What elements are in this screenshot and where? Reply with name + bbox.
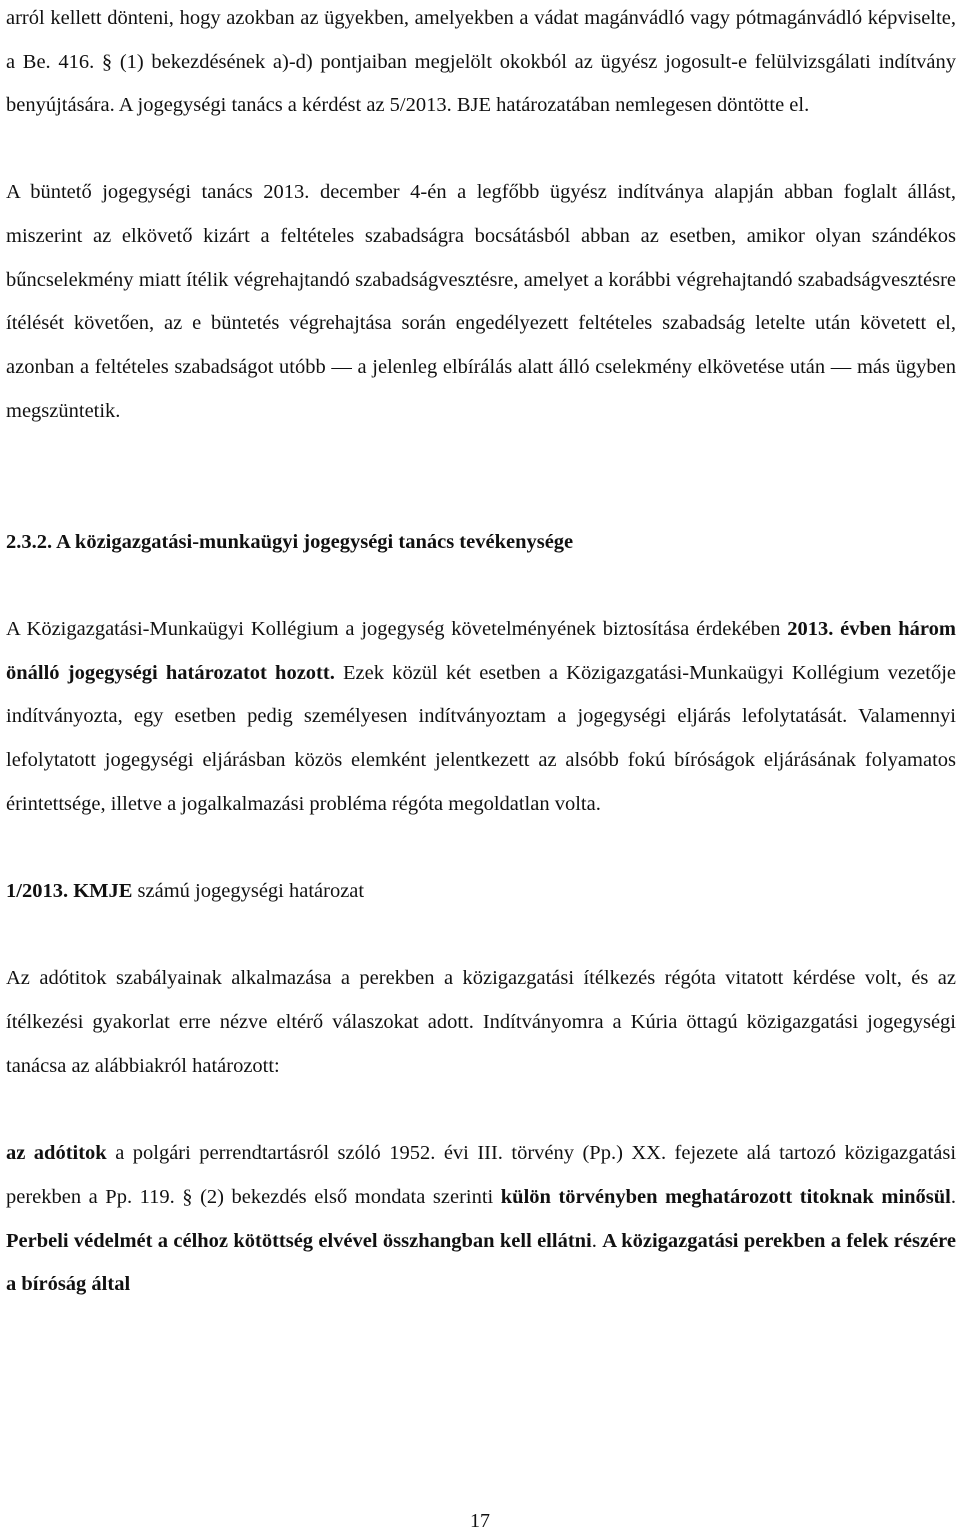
decision-bold-2: külön törvényben meghatározott titoknak minősül bbox=[500, 1186, 951, 1209]
document-page bbox=[6, 0, 956, 1307]
decision-text-3: . bbox=[591, 1229, 597, 1252]
paragraph-criminal-council bbox=[6, 171, 956, 433]
decision-text-2: . bbox=[950, 1186, 956, 1209]
paragraph-administrative-bold: 2013. évben három önálló jogegységi határozatot hozott. bbox=[6, 618, 956, 684]
paragraph-administrative-rest: Ezek közül két esetben a Közigazgatási-Munkaügyi Kollégium vezetője indítványozta, egy esetben pedig személyesen indítványoztam a jogegységi eljárás lefolytatását. Valamennyi lefolytatott jogegységi eljárásban közös elemként jelentkezett az alsóbb fokú bíróságok eljárásának folyamatos érintettsége, illetve a jogalkalmazási probléma régóta megoldatlan volta. bbox=[6, 661, 956, 815]
paragraph-tax-secret bbox=[6, 957, 956, 1088]
paragraph-intro-text: arról kellett dönteni, hogy azokban az ügyekben, amelyekben a vádat magánvádló vagy pótmagánvádló képviselte, a Be. 416. § (1) bekezdésének a)-d) pontjaiban megjelölt okokból az ügyész jogosult-e felülvizsgálati indítvány benyújtására. A jogegységi tanács a kérdést az 5/2013. BJE határozatában nemlegesen döntötte el. bbox=[6, 7, 956, 117]
section-title: A közigazgatási-munkaügyi jogegységi tanács tevékenysége bbox=[56, 531, 574, 554]
decision-bold-3: Perbeli védelmét a célhoz kötöttség elvével összhangban kell ellátni bbox=[6, 1229, 592, 1252]
decision-subheading bbox=[6, 870, 956, 914]
paragraph-administrative-college bbox=[6, 608, 956, 827]
paragraph-tax-secret-text: Az adótitok szabályainak alkalmazása a perekben a közigazgatási ítélkezés régóta vitatott kérdése volt, és az ítélkezési gyakorlat erre nézve eltérő válaszokat adott. Indítványomra a Kúria öttagú közigazgatási jogegységi tanácsa az alábbiakról határozott: bbox=[6, 967, 956, 1077]
decision-text-1: a polgári perrendtartásról szóló 1952. évi III. törvény (Pp.) XX. fejezete alá tartozó közigazgatási perekben a Pp. 119. § (2) bekezdés első mondata szerinti bbox=[6, 1142, 957, 1209]
section-number: 2.3.2. bbox=[6, 531, 53, 554]
paragraph-administrative-lead: A Közigazgatási-Munkaügyi Kollégium a jogegység követelményének biztosítása érdekében bbox=[6, 618, 781, 641]
page-number: 17 bbox=[470, 1510, 490, 1532]
section-heading bbox=[6, 521, 956, 565]
paragraph-intro bbox=[6, 0, 956, 128]
decision-number: 1/2013. KMJE bbox=[6, 879, 133, 902]
decision-bold-4: A közigazgatási perekben a felek részére a bíróság által bbox=[6, 1229, 956, 1296]
paragraph-decision-body bbox=[6, 1132, 956, 1307]
decision-label: számú jogegységi határozat bbox=[137, 879, 365, 902]
paragraph-criminal-council-text: A büntető jogegységi tanács 2013. december 4-én a legfőbb ügyész indítványa alapján abban foglalt állást, miszerint az elkövető kizárt a feltételes szabadságra bocsátásból abban az esetben, amikor olyan szándékos bűncselekmény miatt ítélik végrehajtandó szabadságvesztésre, amelyet a korábbi végrehajtandó szabadságvesztésre ítélését követően, az e büntetés végrehajtása során engedélyezett feltételes szabadság letelte után követett el, azonban a feltételes szabadságot utóbb — a jelenleg elbírálás alatt álló cselekmény elkövetése után — más ügyben megszüntetik. bbox=[6, 181, 956, 422]
decision-term: az adótitok bbox=[6, 1142, 107, 1165]
